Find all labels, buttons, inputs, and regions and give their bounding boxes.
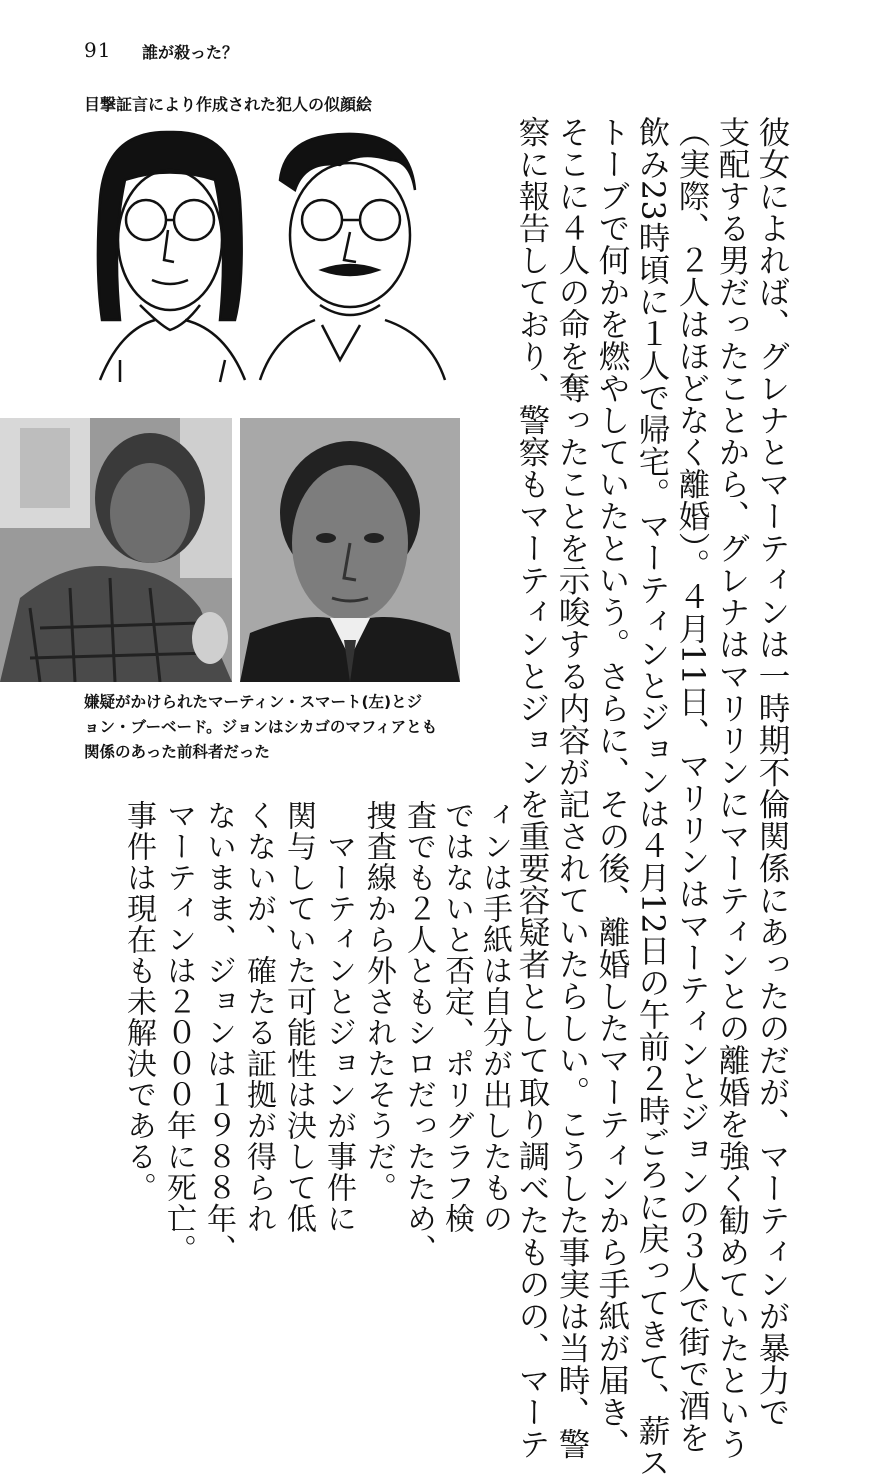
body-column-short: ないまま、ジョンは１９８８年、 — [201, 800, 236, 1265]
body-column-short: 関与していた可能性は決して低 — [281, 800, 316, 1234]
body-column: 飲み23時頃に１人で帰宅。マーティンとジョンは４月12日の午前２時ごろに戻ってきて、薪ス — [634, 116, 670, 1478]
body-column: 支配する男だったことから、グレナはマリリンにマーティンとの離婚を強く勧めていたという — [714, 116, 750, 1460]
caption-line: ョン・ブーベード。ジョンはシカゴのマフィアとも — [84, 718, 438, 736]
sketch-woman — [98, 132, 245, 382]
body-column-short: マーティンは２０００年に死亡。 — [161, 800, 196, 1265]
photo-martin-smart — [0, 418, 232, 682]
body-column-short: くないが、確たる証拠が得られ — [241, 800, 276, 1234]
photo-caption — [84, 690, 464, 765]
page-number: 91 — [84, 38, 112, 62]
caption-line: 嫌疑がかけられたマーティン・スマート(左)とジ — [84, 693, 423, 711]
body-column: そこに４人の命を奪ったことを示唆する内容が記されていたらしい。こうした事実は当時、警 — [554, 116, 590, 1460]
running-title: 誰が殺った？ — [142, 43, 239, 62]
body-column-short: ではないと否定、ポリグラフ検 — [439, 800, 474, 1234]
caption-line: 関係のあった前科者だった — [84, 743, 270, 761]
body-column-short: 事件は現在も未解決である。 — [121, 800, 156, 1203]
sketch-caption: 目撃証言により作成された犯人の似顔絵 — [84, 95, 373, 114]
photo-john-bubede — [240, 418, 460, 682]
sketch-man — [260, 134, 445, 380]
body-column-short: 捜査線から外されたそうだ。 — [361, 800, 396, 1203]
body-column-short: マーティンとジョンが事件に — [321, 800, 356, 1234]
body-column-short: 査でも２人ともシロだったため、 — [401, 800, 436, 1265]
body-column: 察に報告しており、警察もマーティンとジョンを重要容疑者として取り調べたものの、マーテ — [514, 116, 550, 1460]
body-column-short: ィンは手紙は自分が出したもの — [477, 800, 512, 1234]
body-column: 彼女によれば、グレナとマーティンは一時期不倫関係にあったのだが、マーティンが暴力で — [754, 116, 790, 1428]
body-column: トーブで何かを燃やしていたという。さらに、その後、離婚したマーティンから手紙が届き、 — [594, 116, 630, 1460]
suspect-sketches — [60, 120, 460, 390]
body-column: （実際、２人はほどなく離婚）。４月11日、マリリンはマーティンとジョンの３人で街で酒を — [674, 116, 710, 1454]
